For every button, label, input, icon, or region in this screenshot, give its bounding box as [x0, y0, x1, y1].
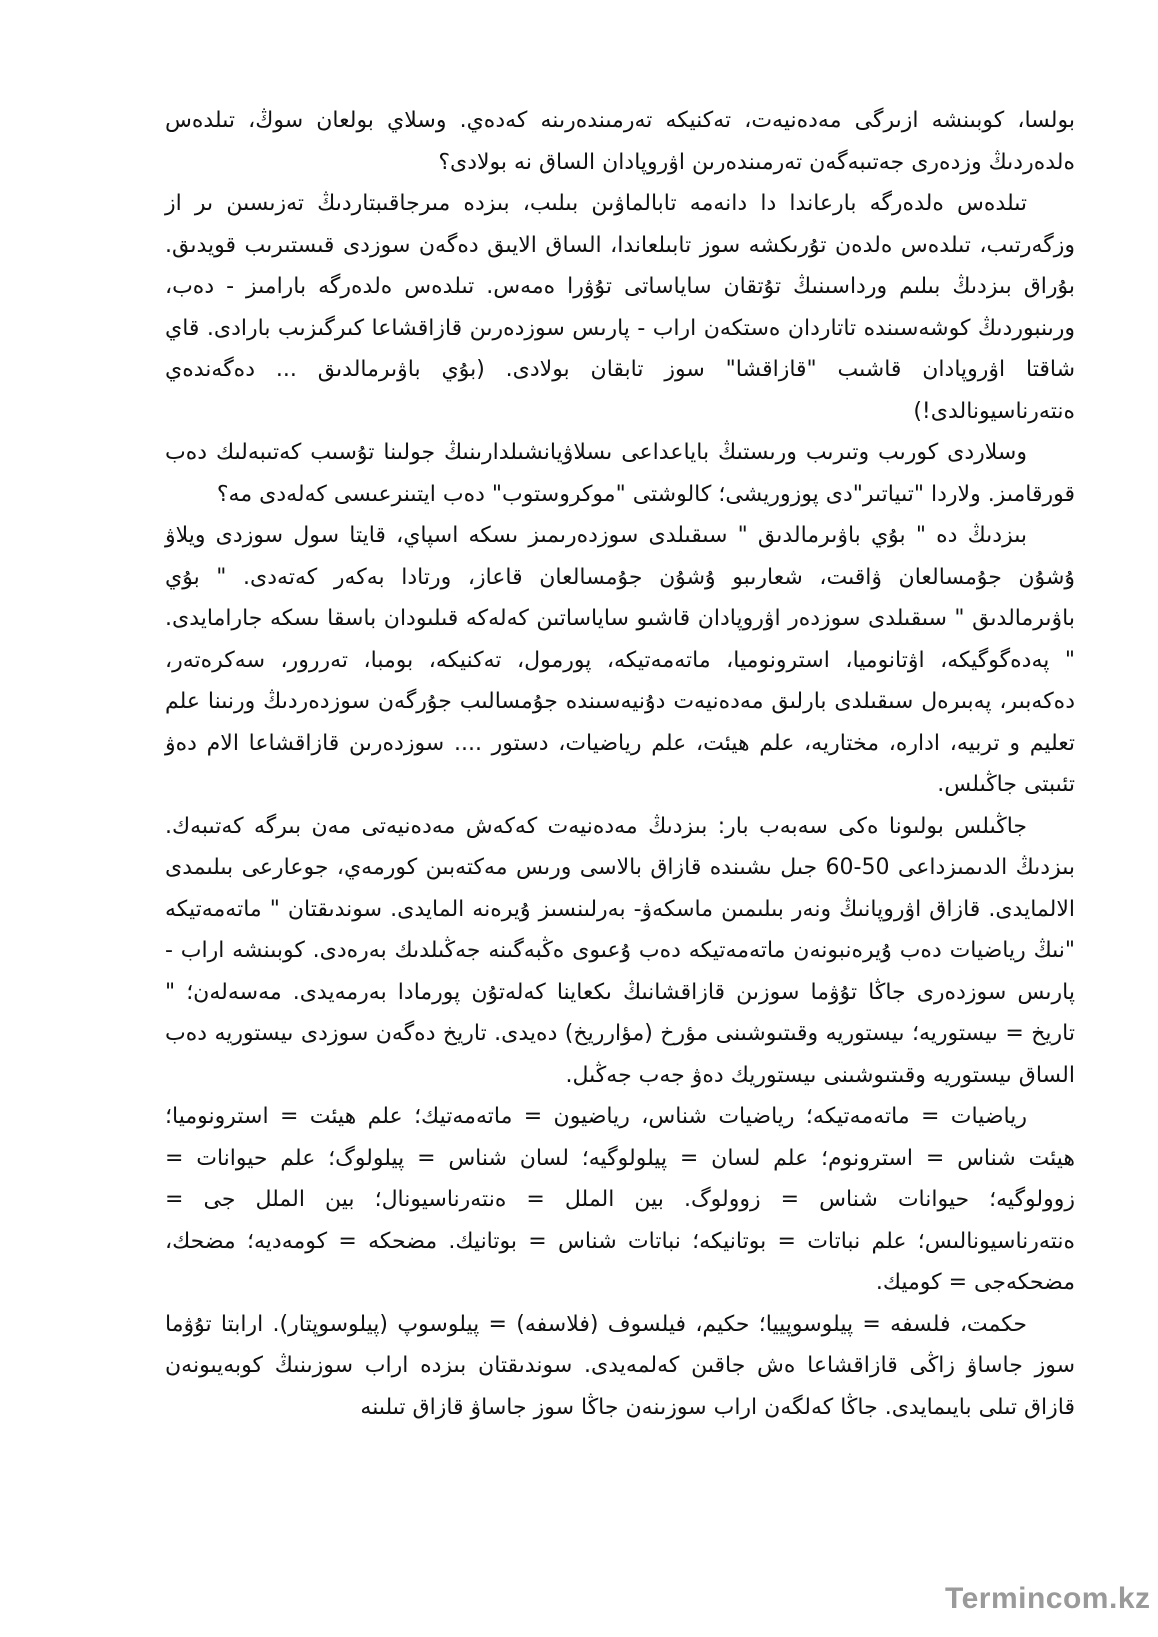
paragraph: بولسا، كوبىنشە ازىرگى مەدەنيەت، تەكنيكە تەرمىندەرىنە كەدەي. وسلاي بولعان سوڭ، تىلدەس ەلدەردىڭ وزدەرى جەتىبەگەن تەرمىندەرىن اۋروپادان الساق نە بولادى؟	[165, 108, 1075, 175]
paragraph: رياضيات = ماتەمەتيكە؛ رياضيات شناس، رياضيون = ماتەمەتيك؛ علم هيئت = استرونوميا؛ هيئت شناس = استرونوم؛ علم لسان = پيلولوگيه؛ لسان شناس = پيلولوگ؛ علم حيوانات = زوولوگيه؛ حيوانات شناس = زوولوگ. بين الملل = ەنتەرناسيونال؛ بين الملل جى = ەنتەرناسيونالىس؛ علم نباتات = بوتانيكە؛ نباتات شناس = بوتانيك. مضحكه = كومەديه؛ مضحك، مضحكەجى = كوميك.	[165, 1104, 1075, 1295]
body-text	[165, 100, 1075, 1428]
paragraph: تىلدەس ەلدەرگە بارعاندا دا دانەمە تابالماۋىن بىلىب، بىزدە مىرجاقىبتاردىڭ تەزىسىن ىر از وزگەرتىب، تىلدەس ەلدەن تۇرىكشە سوز تابىلعاندا، الساق الايىق دەگەن سوزدى قىستىرىب قويدىق. بۇراق بىزدىڭ بىلىم ورداسىنىڭ تۇتقان ساياساتى تۇۋرا ەمەس. تىلدەس ەلدەرگە بارامىز - دەب، ورىنبوردىڭ كوشەسىندە تاتاردان ەستكەن اراب - پارىس سوزدەرىن قازاقشاعا كىرگىزىب بارادى. قاي شاقتا اۋروپادان قاشىب "قازاقشا" سوز تابقان بولادى. (بۇي باۋىرمالدىق ... دەگەندەي ەنتەرناسيونالدى!)	[165, 191, 1075, 424]
paragraph: وسلاردى كورىب وتىرىب ورىستىڭ باياعداعى ىسلاۋيانشىلدارىنىڭ جولىنا تۇسىب كەتىبەلىك دەب قورقامىز. ولاردا "تىياتىر"دى پوزوريشى؛ كالوشتى "موكروستوب" دەب ايتىنرعىسى كەلەدى مە؟	[165, 440, 1075, 507]
site-watermark-logo: Termincom.kz	[945, 1582, 1151, 1615]
paragraph: بىزدىڭ دە " بۇي باۋىرمالدىق " سىقىلدى سوزدەرىمىز ىسكە اسپاي، قايتا سول سوزدى ويلاۋ ۇشۇن جۇمسالعان ۋاقىت، شعارىبو ۇشۇن جۇمسالعان قاعاز، ورتادا بەكەر كەتەدى. " بۇي باۋىرمالدىق " سىقىلدى سوزدەر اۋروپادان قاشىو ساياساتىن كەلەكە قىلىودان باسقا ىسكە جارامايدى. " پەدەگوگيكە، اۋتانوميا، استرونوميا، ماتەمەتيكە، پورمول، تەكنيكە، بومبا، تەررور، سەكرەتەر، دەكەبىر، پەبىرەل سىقىلدى بارلىق مەدەنيەت دۇنيەسىندە جۇمسالىب جۇرگەن سوزدەردىڭ ورنىنا علم تعليم و تربيه، اداره، مختاريه، علم هيئت، علم رياضيات، دستور .... سوزدەرىن قازاقشاعا الام دەۋ تئىبتى جاڭىلس.	[165, 523, 1075, 797]
paragraph: حكمت، فلسفه = پيلوسوپييا؛ حكيم، فيلسوف (فلاسفه) = پيلوسوپ (پيلوسوپتار). ارابتا تۇۋما سوز جاساۋ زاڭى قازاقشاعا ەش جاقىن كەلمەيدى. سوندىقتان بىزدە اراب سوزىنىڭ كوبەيىونەن قازاق تىلى بايىمايدى. جاڭا كەلگەن اراب سوزىنەن جاڭا سوز جاساۋ قازاق تىلىنە	[165, 1311, 1075, 1420]
paragraph: جاڭىلس بولىونا ەكى سەبەب بار: بىزدىڭ مەدەنيەت كەكەش مەدەنيەتى مەن بىرگە كەتىبەك. بىزدىڭ الدىمىزداعى 50-60 جىل ىشىندە قازاق بالاسى ورىس مەكتەبىن كورمەي، جوعارعى بىلىمدى الالمايدى. قازاق اۋروپانىڭ ونەر بىلىمىن ماسكەۋ- بەرلىنسىز ۇيرەنە المايدى. سوندىقتان " ماتەمەتيكە "نىڭ رياضيات دەب ۇيرەنبونەن ماتەمەتيكە دەب ۇعىوى ەڭبەگىنە جەڭىلدىك بەرەدى. كوبىنشە اراب - پارىس سوزدەرى جاڭا تۇۋما سوزىن قازاقشانىڭ ىكعاينا كەلەتۇن پورمادا بەرمەيدى. مەسەلەن؛ " تاريخ = ىيستوريە؛ ىيستوريه وقىتىوشىنى مؤرخ (مؤارريخ) دەيدى. تاريخ دەگەن سوزدى ىيستوريه دەب الساق ىيستوريه وقىتىوشىنى ىيستوريك دەۋ جەب جەڭىل.	[165, 813, 1076, 1088]
